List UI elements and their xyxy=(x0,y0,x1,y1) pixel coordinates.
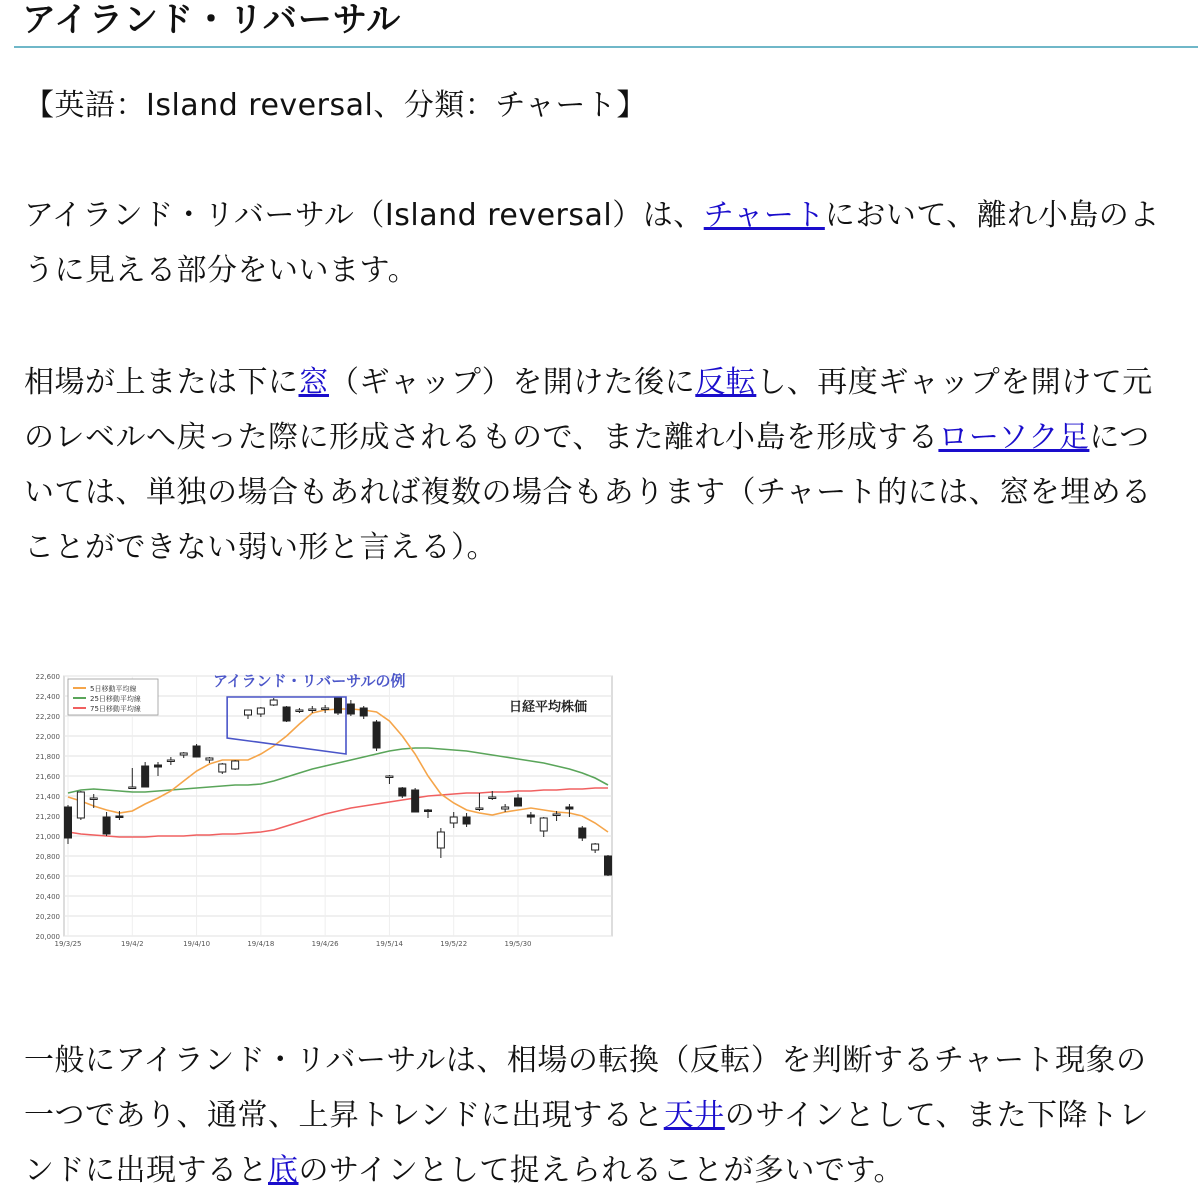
candle xyxy=(232,760,239,770)
candle-body xyxy=(476,808,483,810)
legend-label: 5日移動平均線 xyxy=(90,685,137,693)
candle-body xyxy=(515,798,522,806)
candle-body xyxy=(283,707,290,721)
link-chart[interactable]: チャート xyxy=(703,198,825,233)
x-tick-label: 19/4/2 xyxy=(121,940,144,948)
y-tick-label: 20,400 xyxy=(35,893,60,901)
x-tick-label: 19/4/10 xyxy=(183,940,211,948)
page-title: アイランド・リバーサル xyxy=(22,0,402,40)
candle-body xyxy=(463,817,470,824)
candle-body xyxy=(399,788,406,796)
candle-body xyxy=(270,700,277,705)
candle-body xyxy=(502,807,509,809)
link-top[interactable]: 天井 xyxy=(663,1098,725,1133)
candle-body xyxy=(592,844,599,850)
candle-body xyxy=(193,746,200,757)
candle-body xyxy=(296,710,303,712)
candle-body xyxy=(219,764,226,772)
candle xyxy=(373,720,380,751)
link-reversal[interactable]: 反転 xyxy=(695,365,757,400)
x-tick-label: 19/4/18 xyxy=(247,940,275,948)
candle-body xyxy=(116,816,123,818)
text-span: のサインとして捉えられることが多いです。 xyxy=(298,1153,904,1188)
text-span: 相場が上または下に xyxy=(24,365,299,400)
link-gap[interactable]: 窓 xyxy=(298,365,329,400)
y-tick-label: 21,600 xyxy=(35,773,60,781)
y-tick-label: 22,000 xyxy=(35,733,60,741)
candle-body xyxy=(90,798,97,800)
y-tick-label: 22,200 xyxy=(35,713,60,721)
x-tick-label: 19/4/26 xyxy=(311,940,339,948)
chart-title: 日経平均株価 xyxy=(509,700,588,715)
candle xyxy=(412,788,419,812)
candle-body xyxy=(245,710,252,715)
x-tick-label: 19/5/30 xyxy=(504,940,532,948)
text-span: において、離れ小島のように見える部分をいいます。 xyxy=(24,198,1160,288)
candle-body xyxy=(540,818,547,831)
y-tick-label: 21,000 xyxy=(35,833,60,841)
candle-body xyxy=(553,814,560,816)
y-tick-label: 21,800 xyxy=(35,753,60,761)
candle-body xyxy=(373,722,380,748)
island-annotation: アイランド・リバーサルの例 xyxy=(213,672,406,690)
y-tick-label: 21,200 xyxy=(35,813,60,821)
candle-body xyxy=(257,708,264,714)
candle-body xyxy=(437,832,444,848)
candle-body xyxy=(386,776,393,778)
candle xyxy=(335,697,342,715)
candle-body xyxy=(605,856,612,875)
candle-body xyxy=(232,761,239,769)
text-span: （ギャップ）を開けた後に xyxy=(329,365,696,400)
candle xyxy=(193,744,200,757)
candle-body xyxy=(309,709,316,711)
candle xyxy=(605,855,612,876)
term-meta: 【英語：Island reversal、分類：チャート】 xyxy=(24,88,647,123)
text-span: し、再度ギャップを開けて元のレベルへ戻った際に形成されるもので、また離れ小島を形成する xyxy=(24,365,1153,455)
y-tick-label: 20,200 xyxy=(35,913,60,921)
candle-body xyxy=(167,760,174,762)
candle-body xyxy=(489,797,496,799)
paragraph-definition xyxy=(24,188,1174,298)
text-span: については、単独の場合もあれば複数の場合もあります（チャート的には、窓を埋めることができない弱い形と言える）。 xyxy=(24,420,1152,565)
x-tick-label: 19/3/25 xyxy=(54,940,82,948)
y-tick-label: 22,400 xyxy=(35,693,60,701)
nikkei-candlestick-chart xyxy=(20,668,620,953)
candle-body xyxy=(322,708,329,710)
candle-body xyxy=(412,790,419,812)
y-tick-label: 20,000 xyxy=(35,933,60,941)
candle-body xyxy=(129,787,136,789)
candle-body xyxy=(180,753,187,755)
candle-body xyxy=(65,807,72,838)
x-tick-label: 19/5/14 xyxy=(375,940,403,948)
text-span: アイランド・リバーサル（Island reversal）は、 xyxy=(24,198,704,233)
candle-body xyxy=(335,698,342,713)
text-span: のサインとして、また下降トレンドに出現すると xyxy=(24,1098,1150,1188)
paragraph-usage xyxy=(24,1033,1174,1198)
candle-body xyxy=(450,817,457,823)
candle-body xyxy=(142,766,149,787)
candle-body xyxy=(347,704,354,714)
text-span: 一般にアイランド・リバーサルは、相場の転換（反転）を判断するチャート現象の一つであり、通常、上昇トレンドに出現すると xyxy=(24,1043,1147,1133)
candle xyxy=(219,763,226,774)
candle xyxy=(399,787,406,798)
candle-body xyxy=(579,828,586,838)
legend-label: 25日移動平均線 xyxy=(90,695,141,703)
candle xyxy=(65,805,72,844)
y-tick-label: 20,600 xyxy=(35,873,60,881)
y-tick-label: 21,400 xyxy=(35,793,60,801)
candle-body xyxy=(360,708,367,716)
paragraph-formation xyxy=(24,355,1174,575)
candle xyxy=(77,791,84,820)
candle-body xyxy=(103,817,110,834)
candle-body xyxy=(206,758,213,760)
candle xyxy=(142,762,149,787)
x-tick-label: 19/5/22 xyxy=(440,940,468,948)
legend xyxy=(68,679,158,715)
candle-body xyxy=(527,815,534,817)
link-candlestick[interactable]: ローソク足 xyxy=(938,420,1090,455)
y-tick-label: 22,600 xyxy=(35,673,60,681)
candle-body xyxy=(77,792,84,818)
candle-body xyxy=(155,765,162,767)
candle xyxy=(283,706,290,722)
candle-body xyxy=(425,810,432,812)
legend-label: 75日移動平均線 xyxy=(90,705,141,713)
link-bottom[interactable]: 底 xyxy=(268,1153,299,1188)
title-underline xyxy=(14,46,1198,48)
y-tick-label: 20,800 xyxy=(35,853,60,861)
candle-body xyxy=(566,807,573,809)
